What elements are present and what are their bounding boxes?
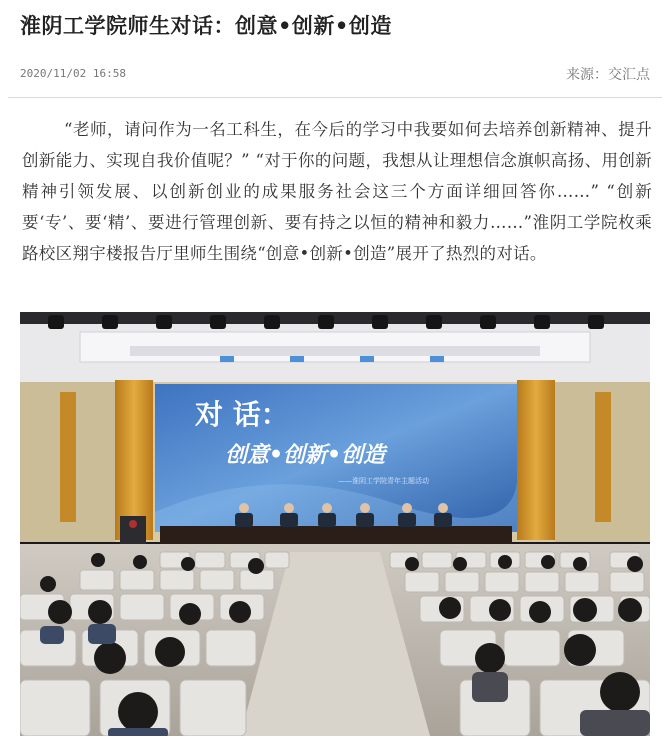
- screen-subtitle: 创意•创新•创造: [225, 442, 386, 468]
- event-photo: [20, 312, 650, 736]
- article-title: 淮阴工学院师生对话：创意•创新•创造: [20, 13, 392, 38]
- publish-date: 2020/11/02 16:58: [20, 67, 126, 80]
- article-meta: [20, 64, 650, 84]
- article-paragraph: “老师，请问作为一名工科生，在今后的学习中我要如何去培养创新精神、提升创新能力、实现自我价值呢？” “对于你的问题，我想从让理想信念旗帜高扬、用创新精神引领发展、以创新创业的成果服务社会这三个方面详细回答你……” “创新要‘专’、要‘精’、要进行管理创新、要有持之以恒的精神和毅力……”淮阴工学院枚乘路校区翔宇楼报告厅里师生围绕“创意•创新•创造”展开了热烈的对话。: [22, 120, 652, 263]
- article-source: 来源：交汇点: [566, 66, 650, 82]
- curtain-right: [517, 380, 555, 540]
- stage-table: [160, 526, 512, 544]
- auditorium-illustration: [20, 312, 650, 736]
- screen-caption: ——淮阴工学院青年主题活动: [338, 477, 429, 485]
- screen-title: 对 话：: [195, 398, 289, 431]
- divider: [8, 97, 662, 98]
